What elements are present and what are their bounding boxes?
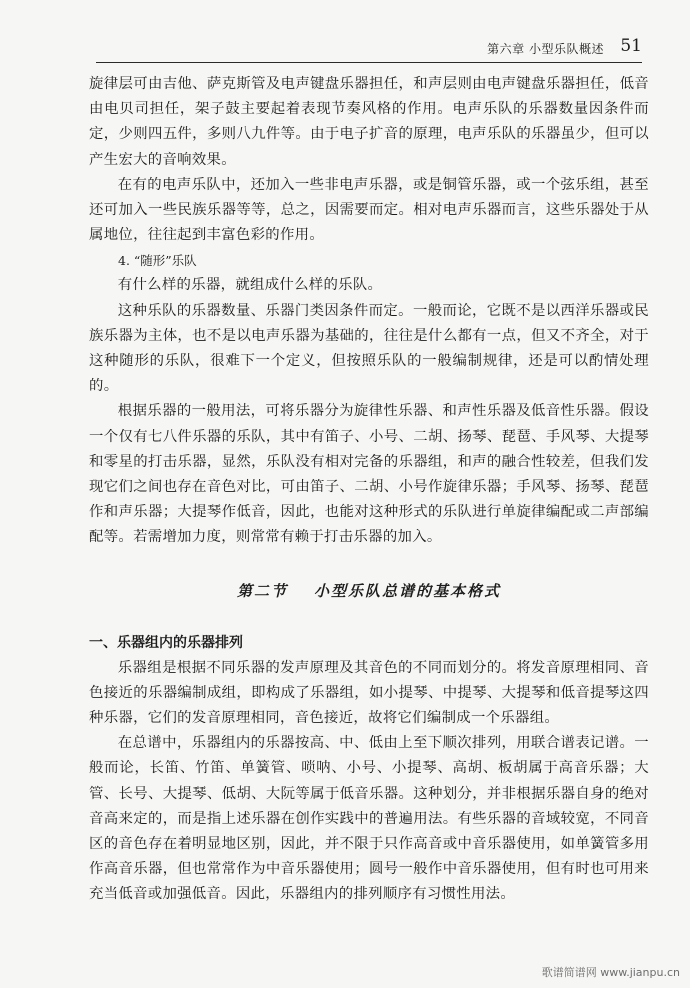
text-line: 之间也存在音色对比，可由笛子、二胡、小号作旋律乐器；手风琴、扬琴、琵琶作和声乐 <box>89 479 649 521</box>
text-line: 地位，往往起到丰富色彩的作用。 <box>103 227 325 244</box>
text-line: 乐器组是根据不同乐器的发声原理及其音色的不同而划分的。将发音原理相同、 <box>117 659 635 676</box>
item-heading-free-form-band: 4. “随形”乐队 <box>118 253 197 269</box>
text-line: 音色接近的乐器编制成组，即构成了乐器组，如小提琴、中提琴、大提琴和低音提琴这四 <box>89 659 649 701</box>
text-line: 可加入一些民族乐器等等，总之，因需要而定。相对电声乐器而言，这些乐器处于从属 <box>89 202 649 244</box>
text-line: 提琴、低胡、大阮等属于低音乐器。这种划分，并非根据乐器自身的绝对音高来定的，而 <box>89 785 649 827</box>
text-line: 低音。因此，乐器组内的排列顺序有习惯性用法。 <box>191 886 516 903</box>
text-line: 这种乐队的乐器数量、乐器门类因条件而定。一般而论，它既不是以西洋乐器或民 <box>117 302 649 319</box>
paragraph-text <box>89 273 649 298</box>
text-line: 星的打击乐器，显然，乐队没有相对完备的乐器组，和声的融合性较差，但我们发现它们 <box>89 453 649 496</box>
text-line: 在有的电声乐队中，还加入一些非电声乐器，或是铜管乐器，或一个弦乐组，甚至还 <box>89 176 649 219</box>
text-line: 也常常作为中音乐器使用；圆号一般作中音乐器使用，但有时也可用来充当低音或加强 <box>89 861 649 903</box>
paragraph-electric-band-layers <box>89 72 649 173</box>
text-line: 是指上述乐器在创作实践中的普遍用法。有些乐器的音域较宽，不同音区的音色存在 <box>89 810 649 853</box>
text-line: 器；大提琴作低音，因此，也能对这种形式的乐队进行单旋律编配或二声部编配等。若 <box>89 504 649 546</box>
paragraph-text <box>89 72 649 173</box>
section-heading <box>89 580 649 601</box>
text-line: 定，少则四五件，多则八九件等。由于电子扩音的原理，电声乐队的乐器虽少，但可以产 <box>89 126 649 168</box>
text-line: 在总谱中，乐器组内的乐器按高、中、低由上至下顺次排列，用联合谱表记谱。一般 <box>89 735 649 777</box>
paragraph-text <box>89 399 649 550</box>
text-line: 旋律层可由吉他、萨克斯管及电声键盘乐器担任，和声层则由电声键盘乐器担任，低音 <box>89 76 649 92</box>
paragraph-text <box>89 299 649 400</box>
paragraph-text <box>89 656 649 732</box>
text-line: 而论，长笛、竹笛、单簧管、唢呐、小号、小提琴、高胡、板胡属于高音乐器；大管、长号、大 <box>89 760 649 802</box>
running-header <box>96 36 642 63</box>
paragraph-text <box>89 173 649 249</box>
paragraph-free-form-definition <box>89 273 649 298</box>
page-body <box>89 72 649 908</box>
text-line: 着明显地区别，因此，并不限于只作高音或中音乐器使用，如单簧管多用作高音乐器，但 <box>89 836 649 878</box>
paragraph-free-form-size <box>89 299 649 400</box>
paragraph-non-electric-instruments <box>89 173 649 249</box>
site-watermark: 歌谱简谱网 www.jianpu.cn <box>541 966 680 979</box>
text-line: 一个仅有七八件乐器的乐队，其中有笛子、小号、二胡、扬琴、琵琶、手风琴、大提琴和零 <box>89 428 649 470</box>
text-line: 根据乐器的一般用法，可将乐器分为旋律性乐器、和声性乐器及低音性乐器。假设 <box>117 403 649 420</box>
text-line: 生宏大的音响效果。 <box>103 151 236 168</box>
paragraph-text <box>89 731 649 907</box>
paragraph-score-ordering <box>89 731 649 907</box>
text-line: 种随形的乐队，很难下一个定义，但按照乐队的一般编制规律，还是可以酌情处理的。 <box>89 353 649 395</box>
page-number: 51 <box>620 36 642 56</box>
text-line: 有什么样的乐器，就组成什么样的乐队。 <box>117 277 383 294</box>
text-line: 需增加力度，则常常有赖于打击乐器的加入。 <box>147 529 442 546</box>
subsection-heading: 一、乐器组内的乐器排列 <box>89 634 243 651</box>
paragraph-instrument-roles <box>89 399 649 550</box>
section-title: 小型乐队总谱的基本格式 <box>314 581 502 600</box>
chapter-title: 第六章 小型乐队概述 <box>487 42 604 56</box>
paragraph-instrument-groups <box>89 656 649 732</box>
text-line: 种乐器，它们的发音原理相同，音色接近，故将它们编制成一个乐器组。 <box>89 710 560 727</box>
text-line: 由电贝司担任，架子鼓主要起着表现节奏风格的作用。电声乐队的乐器数量因条件而 <box>89 101 649 118</box>
text-line: 族乐器为主体，也不是以电声乐器为基础的，往往是什么都有一点，但又不齐全，对于这 <box>89 327 649 370</box>
section-number: 第二节 <box>236 581 288 600</box>
